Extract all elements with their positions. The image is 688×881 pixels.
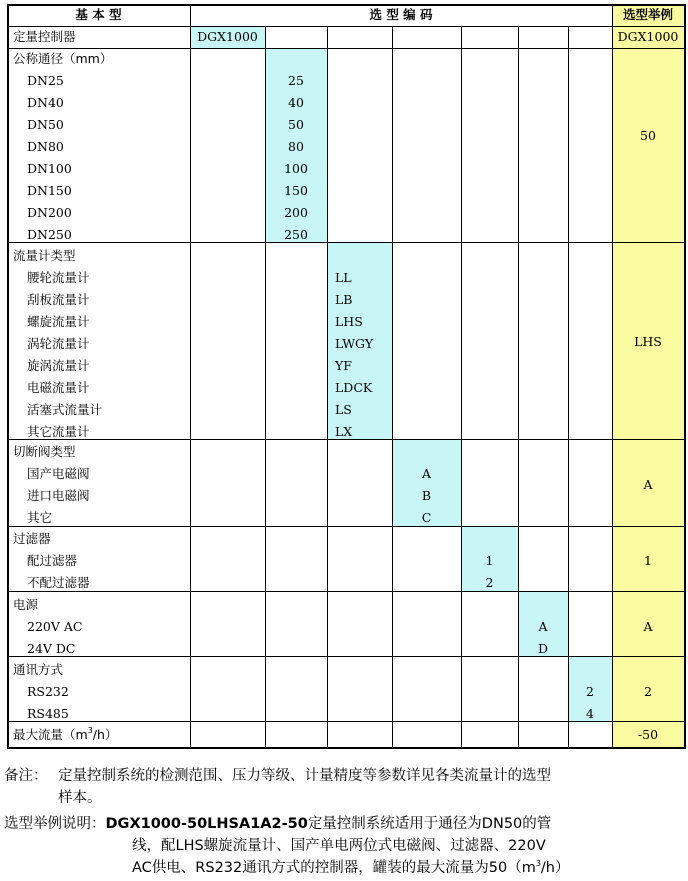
example-explain-line-2: 线，配LHS螺旋流量计、国产单电两位式电磁阀、过滤器、220V	[132, 838, 546, 854]
diameter-item: DN80	[27, 139, 64, 154]
power-item: 220V AC	[27, 619, 83, 634]
comm-item: RS485	[27, 706, 69, 721]
filter-item: 配过滤器	[27, 553, 78, 568]
filter-title: 过滤器	[13, 531, 51, 546]
comm-item: RS232	[27, 684, 69, 699]
valve-example: A	[643, 477, 653, 492]
power-example: A	[643, 619, 653, 634]
diameter-item: DN150	[27, 183, 72, 198]
diameter-code: 100	[284, 161, 308, 176]
flowmeter-item: 刮板流量计	[27, 292, 90, 307]
valve-code: A	[421, 466, 432, 481]
flowmeter-item: 其它流量计	[27, 424, 90, 439]
example-explain-label: 选型举例说明：	[4, 816, 106, 832]
diameter-code: 200	[284, 205, 308, 220]
maxflow-label-sup: 3	[87, 726, 93, 735]
flowmeter-item: 腰轮流量计	[27, 270, 90, 285]
diameter-item: DN50	[27, 117, 64, 132]
filter-code: 2	[485, 575, 494, 590]
flowmeter-item: 电磁流量计	[27, 380, 90, 395]
filter-code: 1	[485, 553, 494, 568]
selection-table	[7, 4, 686, 749]
flowmeter-item: 涡轮流量计	[27, 336, 90, 351]
diameter-code: 50	[288, 117, 304, 132]
valve-code: C	[421, 510, 432, 525]
flowmeter-item: 螺旋流量计	[27, 314, 90, 329]
power-code: D	[537, 641, 549, 656]
flowmeter-code: LB	[335, 292, 353, 307]
header-basic-type: 基 本 型	[75, 7, 122, 22]
filter-item: 不配过滤器	[27, 575, 90, 590]
diameter-item: DN200	[27, 205, 72, 220]
comm-title: 通讯方式	[13, 662, 64, 677]
diameter-item: DN250	[27, 227, 72, 242]
controller-code: DGX1000	[197, 29, 258, 44]
flowmeter-item: 旋涡流量计	[27, 358, 90, 373]
flowmeter-code: LL	[335, 270, 352, 285]
valve-title: 切断阀类型	[13, 444, 76, 459]
remark-line-2: 样本。	[58, 790, 102, 806]
flowmeter-item: 活塞式流量计	[27, 402, 103, 417]
valve-item: 其它	[27, 510, 53, 525]
flowmeter-code: LWGY	[335, 336, 374, 351]
diameter-code: 250	[284, 227, 308, 242]
diameter-item: DN25	[27, 73, 64, 88]
valve-item: 进口电磁阀	[27, 488, 90, 503]
flowmeter-code: YF	[335, 358, 352, 373]
diameter-code: 150	[284, 183, 308, 198]
flowmeter-code: LX	[335, 424, 353, 439]
example-line-1-rest: 定量控制系统适用于通径为DN50的管	[307, 816, 552, 832]
comm-example: 2	[644, 684, 652, 699]
header-selection-example: 选型举例	[622, 7, 673, 22]
example-code: DGX1000-50LHSA1A2-50	[105, 816, 308, 832]
example-explain-line-3	[132, 857, 570, 879]
power-item: 24V DC	[27, 641, 76, 656]
flowmeter-code: LS	[335, 402, 352, 417]
example-explain-line-1	[4, 813, 551, 835]
diameter-example: 50	[640, 128, 656, 143]
maxflow-label	[13, 724, 117, 746]
diameter-code: 40	[288, 95, 304, 110]
maxflow-label-post: /h）	[92, 727, 118, 742]
example-line-3-post: /h）	[540, 860, 570, 876]
remark-label: 备注：	[4, 768, 48, 784]
power-code: A	[538, 619, 548, 634]
diameter-item: DN40	[27, 95, 64, 110]
diameter-code: 80	[288, 139, 304, 154]
maxflow-example: -50	[637, 727, 659, 742]
power-title: 电源	[13, 597, 39, 612]
comm-code: 4	[586, 706, 594, 721]
flowmeter-title: 流量计类型	[13, 248, 76, 263]
header-selection-code: 选 型 编 码	[369, 7, 433, 22]
filter-example: 1	[644, 553, 652, 568]
example-line-3-sup: 3	[535, 859, 541, 868]
example-line-3-pre: AC供电、RS232通讯方式的控制器，罐装的最大流量为50（m	[132, 860, 536, 876]
diameter-item: DN100	[27, 161, 72, 176]
flowmeter-code: LHS	[335, 314, 363, 329]
flowmeter-code: LDCK	[335, 380, 373, 395]
controller-example: DGX1000	[617, 29, 679, 44]
maxflow-label-pre: 最大流量（m	[13, 727, 88, 742]
valve-code: B	[421, 488, 432, 503]
controller-label: 定量控制器	[13, 29, 76, 44]
valve-item: 国产电磁阀	[27, 466, 90, 481]
flowmeter-example: LHS	[634, 334, 662, 349]
comm-code: 2	[586, 684, 594, 699]
diameter-title: 公称通径（mm）	[13, 51, 113, 66]
remark-line-1: 定量控制系统的检测范围、压力等级、计量精度等参数详见各类流量计的选型	[58, 768, 551, 784]
diameter-code: 25	[288, 73, 304, 88]
